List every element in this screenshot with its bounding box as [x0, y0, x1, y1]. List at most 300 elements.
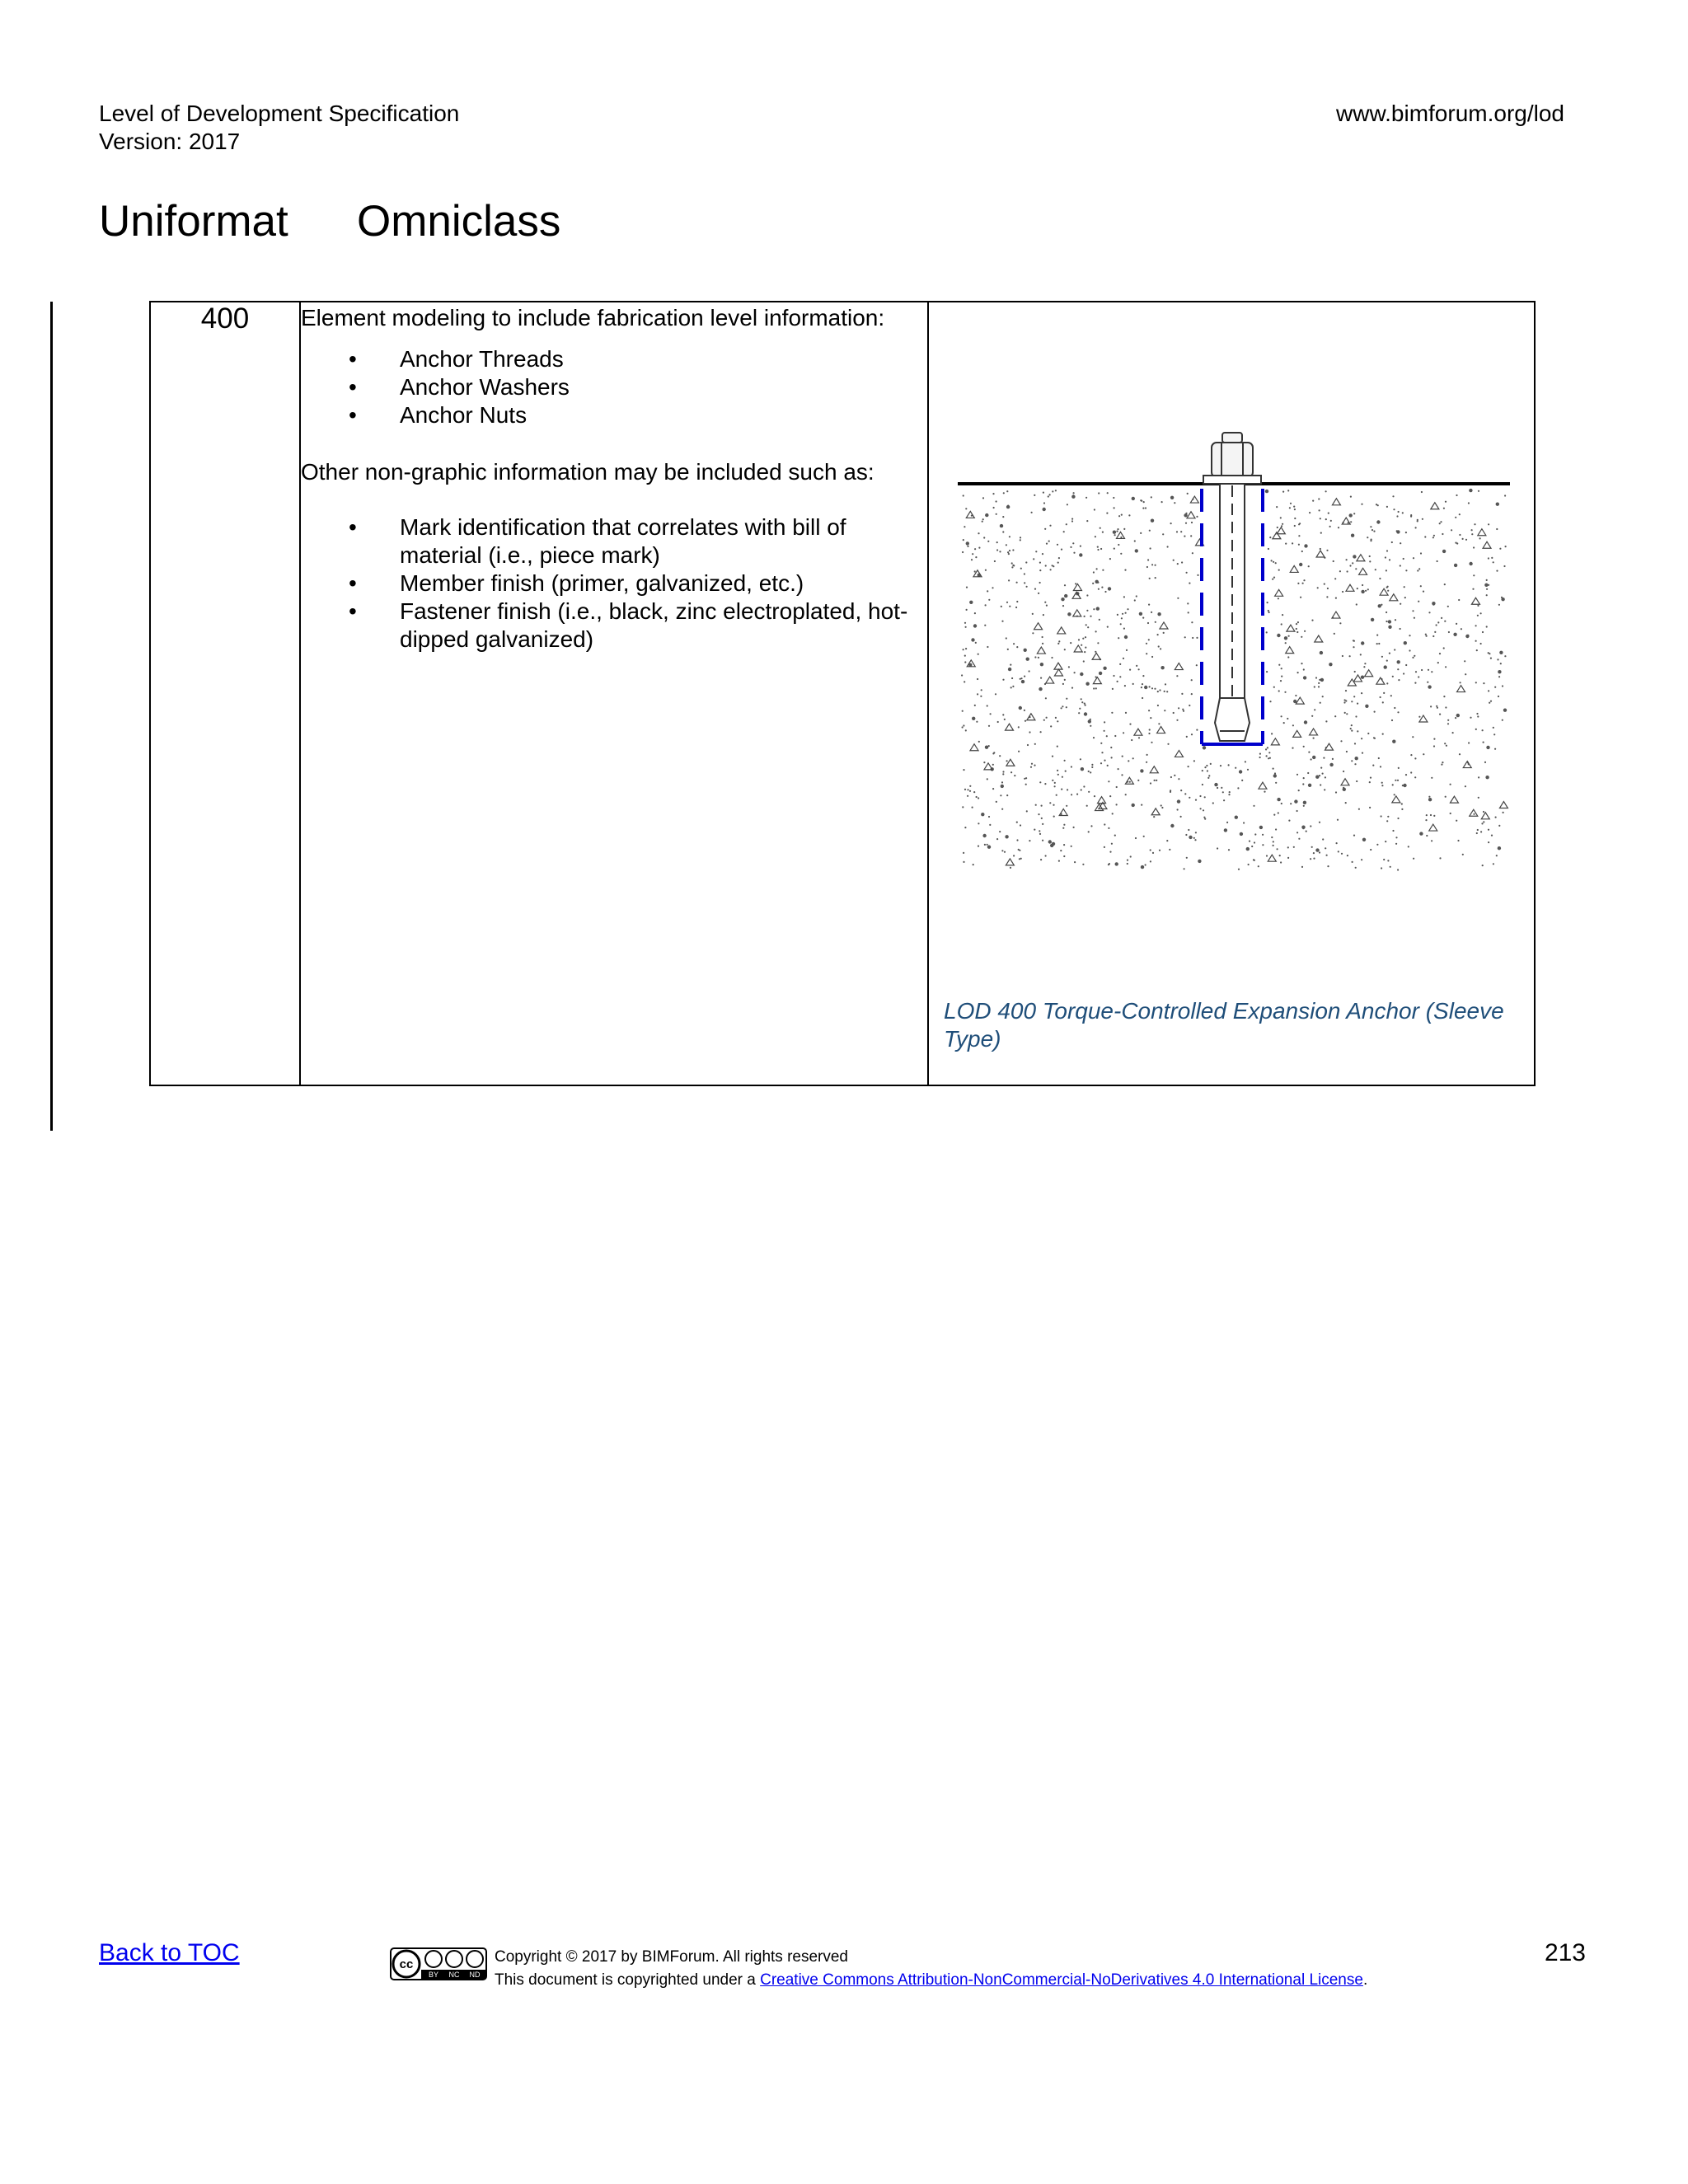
concrete-speck — [1390, 866, 1391, 868]
concrete-speck — [1409, 649, 1410, 651]
concrete-speck — [1006, 637, 1007, 639]
concrete-speck — [1455, 717, 1456, 719]
concrete-speck — [1398, 511, 1400, 513]
concrete-speck — [984, 844, 986, 846]
concrete-speck — [1333, 560, 1334, 562]
concrete-speck — [1100, 762, 1102, 764]
concrete-speck — [1180, 816, 1182, 818]
concrete-speck — [1351, 730, 1353, 732]
concrete-speck — [1282, 614, 1283, 616]
concrete-speck — [1486, 588, 1488, 590]
concrete-speck — [1170, 824, 1174, 827]
concrete-speck — [1302, 827, 1304, 829]
concrete-speck — [1221, 787, 1222, 789]
concrete-speck — [1278, 598, 1279, 599]
concrete-speck — [1397, 869, 1399, 870]
concrete-speck — [1309, 512, 1311, 513]
concrete-speck — [989, 824, 991, 826]
concrete-speck — [1164, 691, 1165, 692]
concrete-speck — [1386, 682, 1388, 684]
concrete-speck — [1469, 562, 1472, 565]
creative-commons-license-badge-icon[interactable] — [390, 1947, 487, 1980]
concrete-speck — [1488, 690, 1489, 691]
concrete-speck — [1095, 687, 1097, 689]
concrete-speck — [1052, 756, 1053, 757]
concrete-speck — [1265, 490, 1268, 493]
concrete-speck — [1386, 569, 1387, 571]
concrete-speck — [982, 497, 984, 499]
concrete-speck — [1504, 494, 1506, 496]
concrete-speck — [1287, 718, 1288, 719]
concrete-speck — [1502, 719, 1503, 721]
concrete-speck — [1057, 643, 1059, 644]
concrete-speck — [1018, 849, 1020, 851]
concrete-speck — [1370, 526, 1372, 527]
concrete-speck — [1439, 653, 1441, 654]
concrete-speck — [1081, 767, 1084, 771]
aggregate-triangle — [1092, 653, 1100, 659]
concrete-speck — [1078, 639, 1080, 640]
concrete-speck — [1044, 783, 1046, 785]
concrete-speck — [985, 569, 987, 571]
concrete-speck — [1120, 623, 1122, 625]
aggregate-triangle — [1259, 782, 1267, 789]
concrete-speck — [1138, 668, 1140, 670]
concrete-speck — [1453, 633, 1456, 636]
concrete-speck — [1085, 636, 1086, 638]
concrete-speck — [1004, 719, 1006, 720]
concrete-speck — [1104, 823, 1105, 825]
concrete-speck — [1177, 598, 1179, 599]
concrete-speck — [1025, 720, 1026, 722]
concrete-speck — [1189, 836, 1192, 839]
concrete-speck — [978, 823, 979, 824]
concrete-speck — [988, 816, 990, 818]
concrete-speck — [1313, 858, 1315, 860]
concrete-speck — [1326, 596, 1328, 598]
concrete-speck — [1239, 770, 1242, 773]
aggregate-triangle — [1093, 677, 1101, 684]
concrete-speck — [1318, 498, 1320, 499]
concrete-speck — [1113, 531, 1116, 534]
concrete-speck — [1481, 823, 1483, 824]
concrete-speck — [1404, 586, 1405, 588]
concrete-speck — [1315, 848, 1319, 851]
concrete-speck — [1310, 858, 1311, 860]
concrete-speck — [1005, 835, 1008, 838]
concrete-speck — [1182, 709, 1184, 710]
concrete-speck — [1495, 817, 1497, 818]
concrete-speck — [1426, 835, 1428, 837]
concrete-speck — [1202, 770, 1203, 771]
concrete-speck — [1424, 536, 1426, 537]
concrete-speck — [1042, 553, 1043, 555]
concrete-speck — [1217, 787, 1218, 789]
concrete-speck — [1101, 587, 1103, 588]
concrete-speck — [1386, 820, 1388, 822]
concrete-speck — [1377, 504, 1379, 506]
aggregate-triangle — [1390, 594, 1398, 601]
concrete-speck — [1071, 687, 1073, 689]
concrete-speck — [1437, 560, 1438, 562]
concrete-speck — [1334, 633, 1335, 635]
concrete-speck — [1491, 835, 1493, 837]
concrete-speck — [965, 626, 967, 628]
concrete-speck — [1402, 512, 1404, 513]
concrete-speck — [1031, 512, 1033, 513]
concrete-speck — [987, 646, 988, 648]
concrete-speck — [1052, 780, 1053, 781]
concrete-speck — [1071, 766, 1072, 767]
concrete-speck — [1251, 846, 1253, 847]
concrete-speck — [1378, 757, 1380, 759]
list-item: • Anchor Threads — [301, 345, 927, 373]
table-row — [150, 302, 1535, 1085]
concrete-speck — [1135, 549, 1138, 552]
concrete-speck — [1129, 669, 1131, 671]
concrete-speck — [1410, 754, 1412, 756]
concrete-speck — [1493, 733, 1495, 735]
concrete-speck — [1381, 785, 1383, 786]
concrete-speck — [1001, 606, 1002, 607]
concrete-speck — [1484, 583, 1488, 587]
concrete-speck — [1293, 846, 1295, 848]
concrete-speck — [1180, 790, 1182, 791]
concrete-speck — [1385, 556, 1386, 558]
revision-margin-bar — [50, 302, 53, 1131]
concrete-speck — [1335, 598, 1337, 599]
concrete-speck — [1137, 780, 1139, 781]
concrete-speck — [1055, 490, 1057, 491]
concrete-speck — [964, 622, 966, 624]
concrete-speck — [1049, 494, 1051, 495]
concrete-speck — [980, 696, 982, 697]
concrete-speck — [1057, 770, 1058, 771]
concrete-speck — [1169, 849, 1170, 851]
concrete-speck — [1070, 546, 1071, 548]
concrete-speck — [1114, 534, 1116, 536]
concrete-speck — [1456, 714, 1460, 717]
concrete-speck — [1486, 746, 1489, 749]
concrete-speck — [1006, 794, 1008, 796]
concrete-speck — [1223, 799, 1225, 801]
concrete-speck — [1412, 657, 1414, 658]
concrete-speck — [1268, 548, 1269, 550]
concrete-speck — [1185, 834, 1187, 836]
concrete-speck — [1319, 679, 1320, 681]
license-link[interactable]: Creative Commons Attribution-NonCommercial-NoDerivatives 4.0 International License — [760, 1971, 1363, 1989]
concrete-speck — [1177, 563, 1179, 565]
concrete-speck — [1496, 503, 1499, 506]
concrete-speck — [1226, 822, 1228, 823]
concrete-speck — [1386, 506, 1388, 508]
concrete-speck — [1217, 847, 1218, 849]
concrete-speck — [1455, 517, 1456, 518]
concrete-speck — [1035, 551, 1037, 552]
concrete-speck — [1081, 701, 1083, 703]
concrete-speck — [1361, 590, 1364, 593]
concrete-speck — [1212, 802, 1214, 804]
concrete-speck — [1006, 760, 1008, 762]
concrete-speck — [1135, 837, 1137, 839]
concrete-speck — [1414, 776, 1416, 778]
concrete-speck — [1191, 621, 1193, 623]
concrete-speck — [1039, 569, 1041, 571]
concrete-speck — [1324, 583, 1325, 585]
concrete-speck — [1140, 499, 1142, 501]
concrete-speck — [1044, 602, 1046, 603]
concrete-speck — [1443, 508, 1445, 509]
concrete-speck — [1296, 631, 1298, 633]
concrete-speck — [1176, 675, 1178, 677]
concrete-speck — [1280, 680, 1282, 682]
concrete-speck — [1374, 711, 1376, 713]
concrete-speck — [1186, 857, 1188, 859]
concrete-speck — [1196, 664, 1198, 666]
concrete-speck — [1329, 763, 1333, 766]
concrete-speck — [1058, 640, 1060, 642]
concrete-speck — [1040, 663, 1043, 666]
header-url: www.bimforum.org/lod — [1336, 101, 1564, 126]
concrete-speck — [1459, 513, 1461, 515]
concrete-speck — [1287, 857, 1289, 859]
concrete-speck — [1471, 529, 1473, 531]
description-other-info: Other non-graphic information may be included such as: — [301, 459, 874, 485]
concrete-speck — [1113, 675, 1114, 677]
concrete-speck — [964, 789, 966, 790]
concrete-speck — [1459, 534, 1461, 536]
concrete-speck — [1319, 509, 1320, 511]
concrete-speck — [1446, 745, 1447, 747]
concrete-speck — [1150, 547, 1151, 549]
concrete-speck — [1303, 801, 1306, 804]
concrete-speck — [1142, 617, 1144, 619]
concrete-speck — [1361, 738, 1362, 739]
concrete-speck — [1010, 664, 1011, 666]
concrete-speck — [1120, 553, 1122, 555]
concrete-speck — [1080, 758, 1081, 760]
concrete-speck — [1173, 712, 1175, 714]
concrete-speck — [1198, 860, 1201, 863]
concrete-speck — [1468, 742, 1470, 743]
concrete-speck — [1112, 813, 1114, 814]
concrete-speck — [1387, 586, 1389, 588]
concrete-speck — [1393, 509, 1395, 510]
concrete-speck — [1180, 531, 1182, 532]
concrete-speck — [1294, 509, 1296, 510]
concrete-speck — [1167, 546, 1169, 547]
concrete-speck — [1296, 623, 1297, 625]
concrete-speck — [1062, 605, 1064, 607]
concrete-speck — [1334, 578, 1336, 579]
concrete-speck — [1189, 705, 1190, 706]
concrete-speck — [1155, 565, 1156, 566]
concrete-speck — [1120, 537, 1122, 538]
concrete-speck — [1314, 709, 1315, 710]
concrete-speck — [1392, 676, 1394, 677]
concrete-speck — [974, 612, 976, 614]
concrete-speck — [1494, 748, 1496, 750]
concrete-speck — [1247, 769, 1249, 771]
concrete-speck — [1395, 619, 1396, 621]
concrete-speck — [1335, 791, 1337, 793]
aggregate-triangle — [1268, 855, 1276, 861]
concrete-speck — [1304, 630, 1306, 632]
concrete-speck — [1364, 663, 1366, 664]
concrete-speck — [1241, 780, 1243, 781]
concrete-speck — [1040, 859, 1042, 860]
concrete-speck — [1130, 855, 1132, 857]
concrete-speck — [1433, 535, 1435, 537]
concrete-speck — [1052, 842, 1055, 846]
concrete-speck — [1277, 527, 1278, 528]
concrete-speck — [1044, 528, 1046, 530]
concrete-speck — [1462, 854, 1464, 855]
concrete-speck — [1184, 536, 1185, 537]
concrete-speck — [1078, 712, 1080, 714]
concrete-speck — [1102, 569, 1104, 571]
concrete-speck — [1292, 724, 1294, 726]
concrete-speck — [1062, 683, 1064, 685]
concrete-speck — [1156, 780, 1157, 781]
concrete-speck — [1442, 533, 1443, 535]
header-document-title: Level of Development Specification — [99, 101, 460, 126]
concrete-speck — [1188, 612, 1189, 613]
concrete-speck — [1058, 557, 1060, 559]
concrete-speck — [1204, 796, 1206, 798]
concrete-speck — [1259, 757, 1261, 758]
concrete-speck — [1159, 850, 1160, 851]
concrete-speck — [1001, 808, 1003, 810]
concrete-speck — [971, 559, 973, 560]
concrete-speck — [1131, 739, 1132, 741]
concrete-speck — [1476, 649, 1478, 651]
lod-figure-cell — [928, 302, 1535, 1085]
concrete-speck — [1304, 720, 1307, 724]
concrete-speck — [1174, 775, 1175, 776]
concrete-speck — [1445, 666, 1447, 668]
concrete-speck — [1325, 518, 1327, 520]
concrete-speck — [1432, 602, 1435, 605]
concrete-speck — [1084, 712, 1087, 715]
concrete-speck — [1308, 752, 1310, 753]
concrete-speck — [1285, 642, 1287, 644]
aggregate-triangle — [1290, 565, 1298, 572]
concrete-speck — [1118, 637, 1119, 639]
concrete-speck — [1387, 590, 1389, 592]
concrete-speck — [1361, 859, 1362, 860]
concrete-speck — [1464, 660, 1465, 662]
concrete-speck — [1110, 747, 1112, 748]
concrete-speck — [1041, 818, 1043, 819]
concrete-speck — [1191, 693, 1193, 695]
concrete-speck — [1267, 747, 1268, 748]
concrete-speck — [1477, 615, 1479, 616]
concrete-speck — [1290, 803, 1292, 804]
concrete-speck — [1187, 493, 1189, 494]
concrete-speck — [1016, 601, 1018, 602]
concrete-speck — [1320, 702, 1321, 704]
figure-caption: LOD 400 Torque-Controlled Expansion Anchor (Sleeve Type) — [944, 998, 1504, 1052]
list-item: • Mark identification that correlates with bill of material (i.e., piece mark) — [301, 513, 927, 569]
concrete-speck — [1380, 696, 1381, 698]
concrete-speck — [1132, 757, 1134, 759]
concrete-speck — [1472, 588, 1474, 590]
concrete-speck — [1278, 664, 1280, 666]
concrete-speck — [1451, 529, 1452, 531]
concrete-speck — [1196, 729, 1198, 731]
concrete-speck — [1204, 766, 1206, 768]
concrete-speck — [1299, 563, 1302, 566]
concrete-speck — [1465, 539, 1467, 541]
concrete-speck — [1447, 719, 1449, 721]
concrete-speck — [1268, 612, 1270, 613]
concrete-speck — [1062, 776, 1063, 778]
concrete-speck — [1489, 702, 1490, 704]
concrete-speck — [1398, 679, 1400, 681]
concrete-speck — [974, 705, 976, 706]
concrete-speck — [1341, 853, 1343, 855]
aggregate-triangle — [1499, 802, 1507, 808]
concrete-speck — [1202, 784, 1203, 785]
concrete-speck — [1475, 640, 1477, 642]
concrete-speck — [1488, 652, 1489, 654]
concrete-speck — [1154, 688, 1156, 690]
concrete-speck — [1127, 863, 1128, 865]
concrete-speck — [1114, 735, 1116, 737]
concrete-speck — [1068, 666, 1070, 668]
concrete-speck — [1320, 548, 1321, 550]
concrete-speck — [1151, 687, 1153, 689]
concrete-speck — [1151, 564, 1153, 565]
concrete-speck — [1276, 506, 1278, 508]
concrete-speck — [1045, 697, 1047, 699]
concrete-speck — [1254, 833, 1256, 835]
concrete-speck — [1062, 827, 1064, 829]
concrete-speck — [1269, 537, 1271, 538]
concrete-speck — [1246, 847, 1250, 851]
concrete-speck — [1158, 723, 1160, 724]
concrete-speck — [985, 746, 988, 749]
concrete-speck — [1117, 528, 1118, 530]
concrete-speck — [1093, 608, 1095, 610]
concrete-speck — [1057, 774, 1059, 776]
concrete-speck — [1040, 677, 1042, 679]
concrete-speck — [1129, 781, 1131, 783]
back-to-toc-link[interactable]: Back to TOC — [99, 1939, 240, 1966]
concrete-speck — [1115, 862, 1118, 865]
concrete-speck — [1146, 762, 1147, 763]
concrete-speck — [1367, 537, 1368, 538]
concrete-speck — [1353, 640, 1354, 641]
concrete-speck — [1315, 776, 1319, 779]
concrete-speck — [978, 547, 980, 549]
concrete-speck — [1418, 568, 1420, 569]
concrete-speck — [1488, 829, 1489, 831]
concrete-speck — [1287, 656, 1289, 658]
aggregate-triangle — [1478, 529, 1486, 536]
concrete-speck — [1199, 795, 1201, 797]
concrete-speck — [1437, 621, 1439, 623]
concrete-speck — [1118, 515, 1120, 517]
concrete-speck — [1178, 778, 1179, 780]
concrete-speck — [1370, 849, 1372, 851]
concrete-speck — [1390, 695, 1392, 696]
concrete-speck — [1117, 681, 1118, 682]
concrete-speck — [1383, 692, 1385, 694]
concrete-speck — [1020, 677, 1022, 679]
concrete-speck — [1149, 686, 1151, 687]
